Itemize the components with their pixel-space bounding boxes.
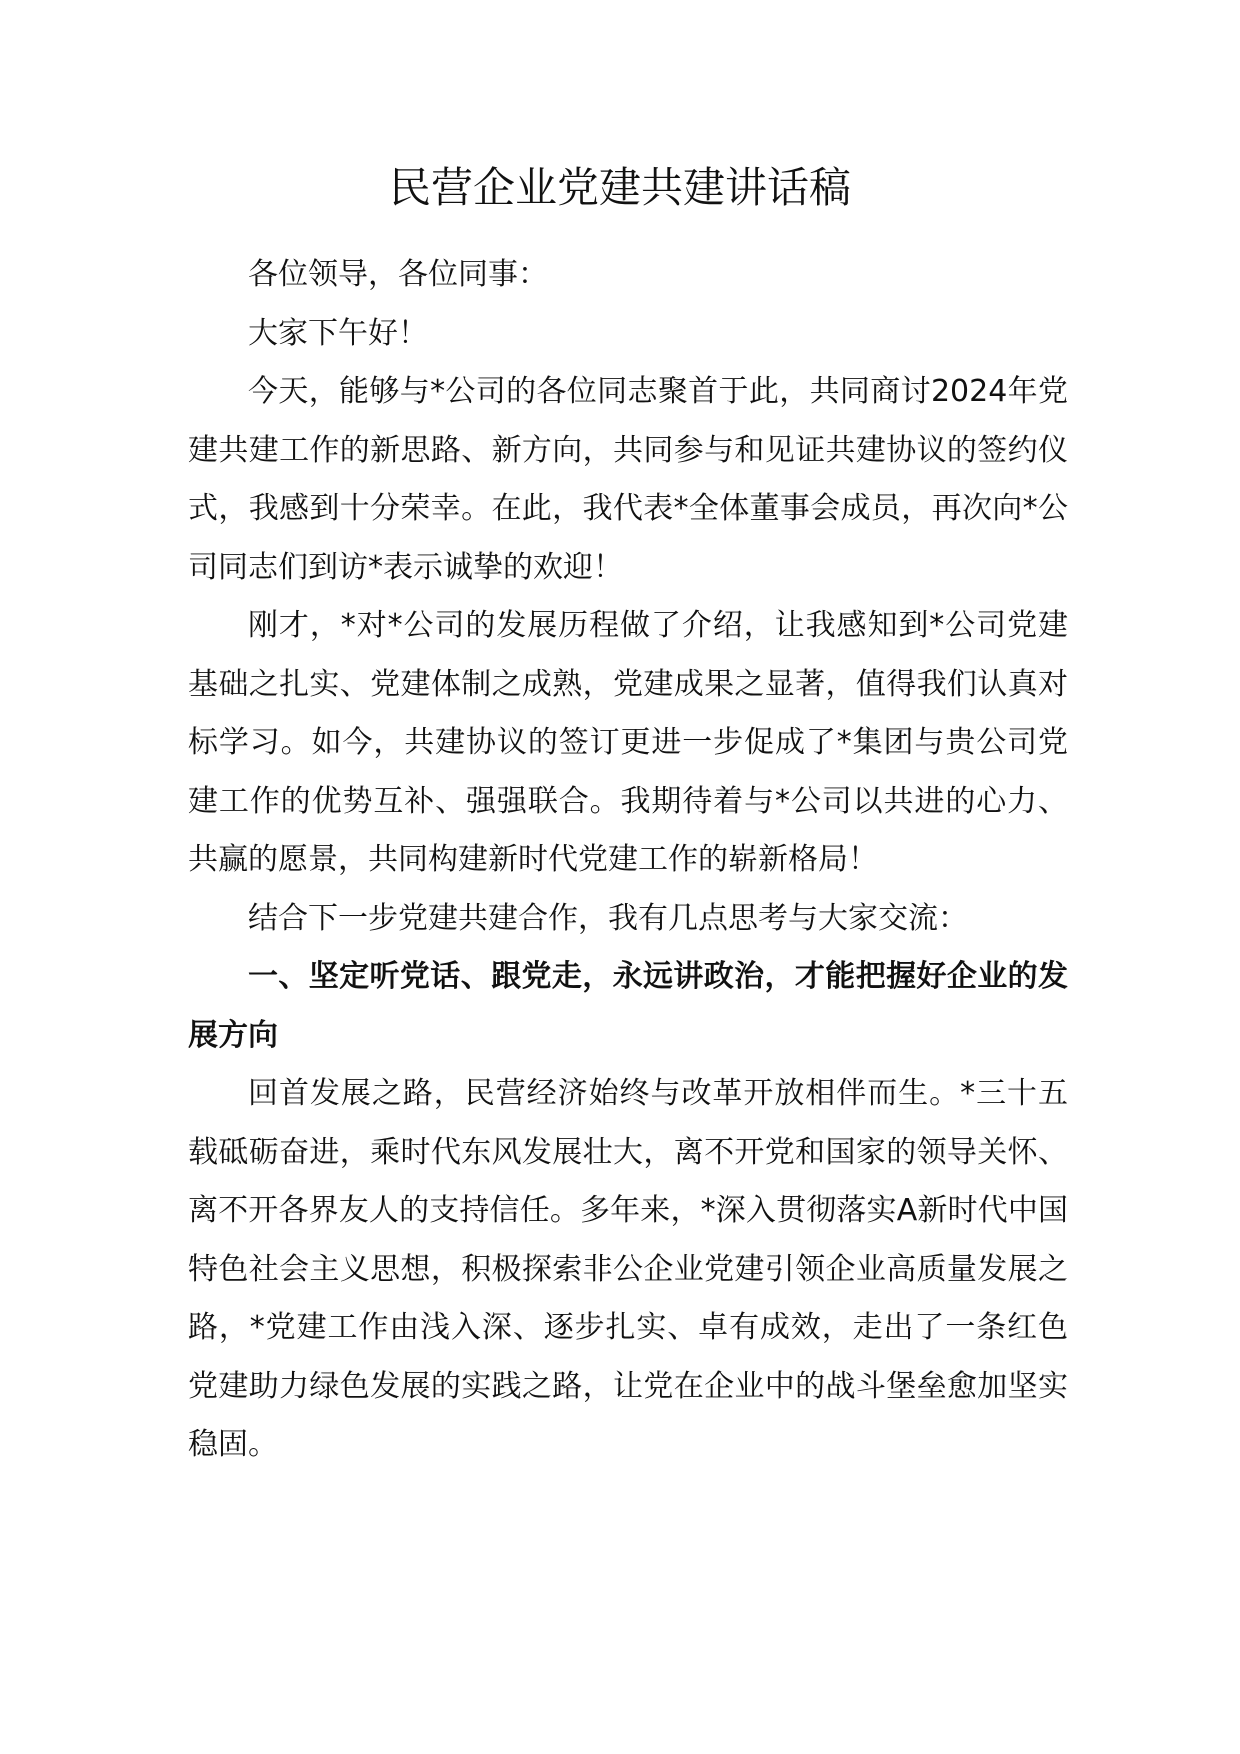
paragraph-introduction: 刚才，*对*公司的发展历程做了介绍，让我感知到*公司党建基础之扎实、党建体制之成熟，党建成果之显著，值得我们认真对标学习。如今，共建协议的签订更进一步促成了*集团与贵公司党建工作的优势互补、强强联合。我期待着与*公司以共进的心力、共赢的愿景，共同构建新时代党建工作的崭新格局！	[188, 608, 1068, 877]
section-heading-1: 一、坚定听党话、跟党走，永远讲政治，才能把握好企业的发展方向	[188, 959, 1068, 1053]
paragraph-welcome: 今天，能够与*公司的各位同志聚首于此，共同商讨2024年党建共建工作的新思路、新方向，共同参与和见证共建协议的签约仪式，我感到十分荣幸。在此，我代表*全体董事会成员，再次向*公司同志们到访*表示诚挚的欢迎！	[188, 374, 1068, 585]
document-title: 民营企业党建共建讲话稿	[388, 163, 851, 212]
document-body	[188, 246, 1068, 1475]
paragraph-transition: 结合下一步党建共建合作，我有几点思考与大家交流：	[248, 900, 968, 936]
paragraph-greeting: 大家下午好！	[248, 315, 428, 351]
paragraph-development: 回首发展之路，民营经济始终与改革开放相伴而生。*三十五载砥砺奋进，乘时代东风发展壮大，离不开党和国家的领导关怀、离不开各界友人的支持信任。多年来，*深入贯彻落实A新时代中国特色社会主义思想，积极探索非公企业党建引领企业高质量发展之路，*党建工作由浅入深、逐步扎实、卓有成效，走出了一条红色党建助力绿色发展的实践之路，让党在企业中的战斗堡垒愈加坚实稳固。	[188, 1076, 1068, 1462]
paragraph-salutation: 各位领导，各位同事：	[248, 257, 548, 292]
